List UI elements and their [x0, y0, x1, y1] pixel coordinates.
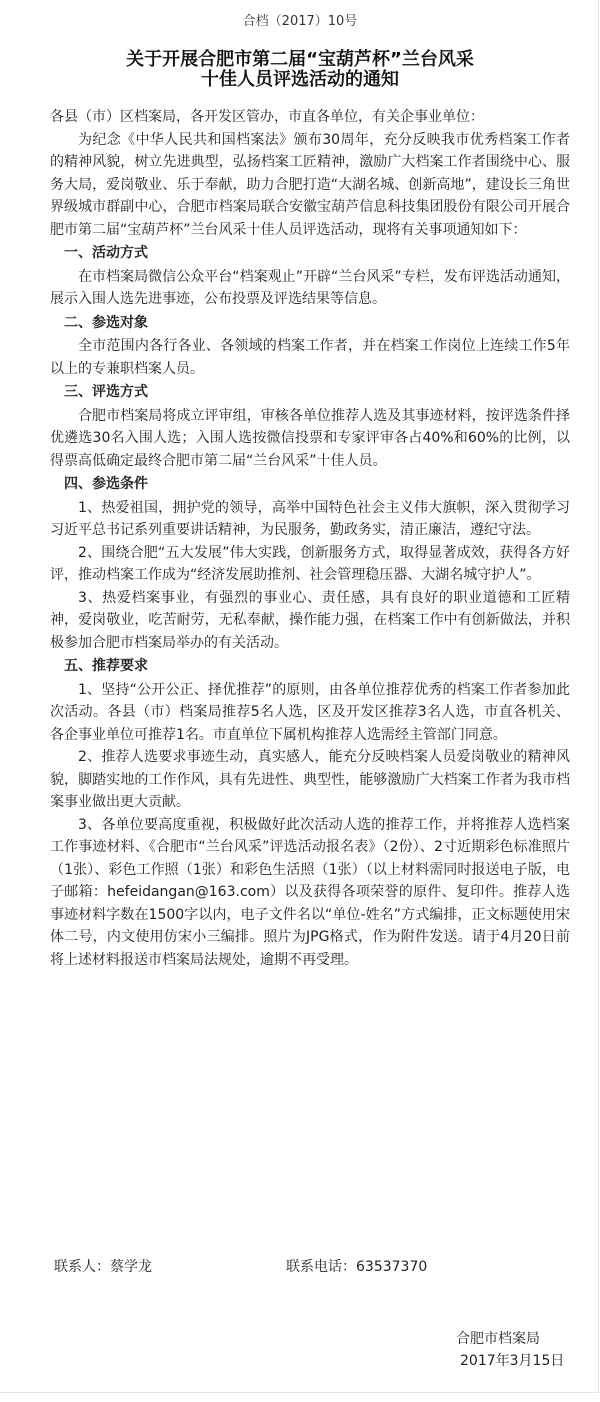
issuer-name: 合肥市档案局: [456, 1331, 540, 1347]
section-1-text: 在市档案局微信公众平台“档案观止”开辟“兰台风采”专栏，发布评选活动通知，展示入围人选先进事迹，公布投票及评选结果等信息。: [50, 268, 570, 307]
section-3-text: 合肥市档案局将成立评审组，审核各单位推荐人选及其事迹材料，按评选条件择优遴选30名入围人选；入围人选按微信投票和专家评审各占40%和60%的比例，以得票高低确定最终合肥市第二届“兰台风采”十佳人员。: [50, 407, 570, 469]
contact-phone: 联系电话：63537370: [286, 1259, 428, 1275]
section-heading-5: 五、推荐要求: [64, 658, 148, 674]
section-heading-4: 四、参选条件: [64, 476, 148, 492]
document-body: [50, 106, 570, 971]
issue-date: 2017年3月15日: [460, 1353, 565, 1369]
section-4-item-2: 2、围绕合肥“五大发展”伟大实践，创新服务方式，取得显著成效，获得各方好评，推动档案工作成为“经济发展助推剂、社会管理稳压器、大湖名城守护人”。: [50, 544, 570, 583]
section-5-item-3: 3、各单位要高度重视，积极做好此次活动人选的推荐工作，并将推荐人选档案工作事迹材料、《合肥市“兰台风采”评选活动报名表》（2份）、2寸近期彩色标准照片（1张）、彩色工作照（1张）和彩色生活照（1张）（以上材料需同时报送电子版，电子邮箱：hefeidangan@163.com）以及获得各项荣誉的原件、复印件。推荐人选事迹材料字数在1500字以内，电子文件名以“单位-姓名”方式编排，正文标题使用宋体二号，内文使用仿宋小三编排。照片为JPG格式，作为附件发送。请于4月20日前将上述材料报送市档案局法规处，逾期不再受理。: [50, 816, 570, 968]
addressee: 各县（市）区档案局，各开发区管办，市直各单位，有关企事业单位：: [50, 109, 484, 125]
document-number: 合档（2017）10号: [242, 14, 358, 29]
intro-paragraph: 为纪念《中华人民共和国档案法》颁布30周年，充分反映我市优秀档案工作者的精神风貌，树立先进典型，弘扬档案工匠精神，激励广大档案工作者围绕中心、服务大局，爱岗敬业、乐于奉献，助力合肥打造“大湖名城、创新高地”，建设长三角世界级城市群副中心，合肥市档案局联合安徽宝葫芦信息科技集团股份有限公司开展合肥市第二届“宝葫芦杯”兰台风采十佳人员评选活动，现将有关事项通知如下：: [50, 131, 570, 238]
section-2-text: 全市范围内各行各业、各领域的档案工作者，并在档案工作岗位上连续工作5年以上的专兼职档案人员。: [50, 338, 570, 377]
title-line-2: 十佳人员评选活动的通知: [201, 69, 399, 90]
section-4-item-1: 1、热爱祖国，拥护党的领导，高举中国特色社会主义伟大旗帜，深入贯彻学习习近平总书记系列重要讲话精神，为民服务，勤政务实，清正廉洁，遵纪守法。: [50, 499, 570, 538]
contact-person: 联系人：蔡学龙: [54, 1259, 152, 1275]
section-heading-1: 一、活动方式: [64, 245, 148, 261]
document-title: [0, 50, 600, 90]
section-heading-3: 三、评选方式: [64, 384, 148, 400]
signature-block: [456, 1328, 564, 1372]
section-5-item-2: 2、推荐人选要求事迹生动，真实感人，能充分反映档案人员爱岗敬业的精神风貌，脚踏实地的工作作风，具有先进性、典型性，能够激励广大档案工作者为我市档案事业做出更大贡献。: [50, 749, 570, 810]
title-line-1: 关于开展合肥市第二届“宝葫芦杯”兰台风采: [126, 49, 474, 70]
section-heading-2: 二、参选对象: [64, 314, 148, 331]
section-5-item-1: 1、坚持“公开公正、择优推荐”的原则，由各单位推荐优秀的档案工作者参加此次活动。各县（市）档案局推荐5名人选，区及开发区推荐3名人选，市直各机关、各企事业单位可推荐1名。市直单位下属机构推荐人选需经主管部门同意。: [50, 681, 570, 743]
contact-row: [54, 1256, 554, 1276]
section-4-item-3: 3、热爱档案事业，有强烈的事业心、责任感，具有良好的职业道德和工匠精神，爱岗敬业，吃苦耐劳，无私奉献，操作能力强，在档案工作中有创新做法，并积极参加合肥市档案局举办的有关活动。: [50, 589, 570, 651]
